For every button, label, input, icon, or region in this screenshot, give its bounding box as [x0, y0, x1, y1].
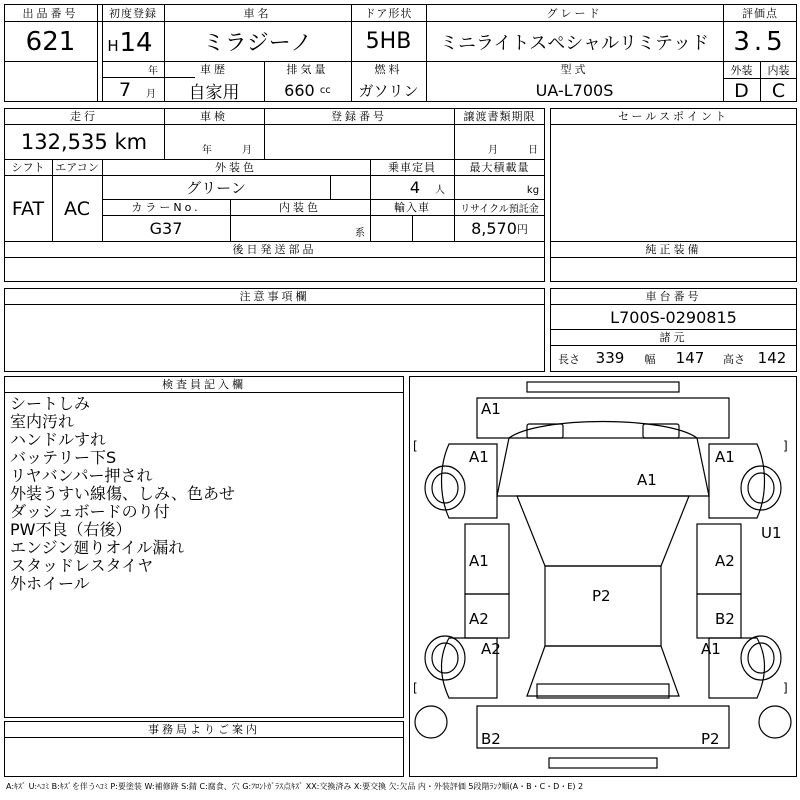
damage-mark-rear-left-door: A2 [469, 610, 489, 628]
import-label: 輸入車 [394, 201, 430, 214]
displacement-unit: cc [319, 84, 331, 96]
capacity-label: 乗車定員 [388, 161, 436, 174]
displacement: 660 [284, 80, 315, 100]
damage-mark-front-left-fender: A1 [469, 448, 489, 466]
bracket-close-right-rear: ] [783, 681, 788, 695]
damage-mark-right-side: U1 [761, 524, 782, 542]
fuel-label: 燃料 [374, 63, 403, 76]
fuel: ガソリン [358, 81, 419, 100]
notes-label: 注意事項欄 [239, 290, 310, 303]
bracket-close-right: ] [783, 439, 788, 453]
max-load-label: 最大積載量 [469, 161, 530, 174]
width-label: 幅 [644, 353, 656, 366]
mileage: 132,535 [20, 130, 108, 154]
rear-edge [549, 758, 657, 768]
length: 339 [595, 349, 625, 367]
interior-color-unit: 系 [355, 227, 365, 239]
capacity-unit: 人 [435, 184, 445, 196]
inspector-note: 外ホイール [10, 574, 90, 593]
office-notice-label: 事務局よりご案内 [148, 723, 260, 736]
registration-month: 7 [118, 79, 132, 101]
transfer-deadline-label: 譲渡書類期限 [463, 110, 536, 123]
door-type: 5HB [365, 29, 412, 54]
door-type-label: ドア形状 [364, 6, 413, 20]
year-unit: 年 [148, 66, 158, 77]
color-number: G37 [149, 219, 183, 238]
overall-score: 3.5 [733, 26, 787, 57]
exterior-color-label: 外装色 [215, 161, 257, 174]
grade-label: グレード [546, 6, 603, 20]
recycle-deposit-label: リサイクル預託金 [460, 203, 539, 215]
hood [497, 422, 709, 497]
damage-mark-rear-left-fender: A2 [481, 640, 501, 658]
interior-score: C [771, 79, 786, 102]
displacement-label: 排気量 [286, 63, 329, 76]
color-number-label: カラーNo. [131, 201, 201, 214]
inspector-note: PW不良（右後） [10, 520, 132, 539]
lot-number-label: 出品番号 [22, 6, 79, 20]
registration-year: 14 [119, 28, 153, 58]
legend: A:ｷｽﾞ U:ﾍｺﾐ B:ｷｽﾞを伴うﾍｺﾐ P:要塗装 W:補修跡 S:錆 C:腐食、穴 G:ﾌﾛﾝﾄｶﾞﾗｽ点ｷｽﾞ XX:交換済み X:要交換 欠:欠品 内・外装評価 5段階ﾗﾝｸ順(A・B・C・D・E) 2 [6, 782, 584, 791]
inspector-note: リヤバンパー押され [10, 466, 153, 485]
inspector-note: ダッシュボードのり付 [10, 502, 170, 521]
height: 142 [757, 349, 787, 367]
spare-tire-right [759, 706, 791, 738]
height-label: 高さ [723, 353, 745, 366]
windshield [517, 496, 689, 566]
damage-mark-rear-right-fender: A1 [701, 640, 721, 658]
inspector-note: シートしみ [10, 394, 91, 413]
roof [545, 566, 661, 646]
damage-mark-rear-bumper-left: B2 [481, 730, 501, 748]
damage-mark-rear-bumper-right: P2 [701, 730, 720, 748]
damage-mark-hood: A1 [637, 471, 657, 489]
car-name-label: 車名 [243, 6, 272, 20]
damage-mark-roof: P2 [592, 587, 611, 605]
chassis-number-label: 車台番号 [645, 290, 702, 303]
ac-label: エアコン [55, 161, 99, 174]
spare-tire [415, 706, 447, 738]
inspector-notes-list [10, 395, 400, 593]
max-load-unit: kg [526, 184, 540, 196]
first-registration-label: 初度登録 [109, 6, 157, 20]
damage-mark-front-right-fender: A1 [715, 448, 735, 466]
history-label: 車歴 [200, 63, 228, 76]
bracket-open-left-rear: [ [413, 681, 418, 695]
car-name: ミラジーノ [202, 31, 313, 56]
era: H [107, 37, 119, 55]
specs-label: 諸元 [659, 331, 688, 344]
bracket-open-left: [ [413, 439, 418, 453]
rear-bumper [477, 706, 729, 748]
mileage-cell [4, 125, 164, 159]
shift-label: シフト [11, 161, 45, 174]
inspector-label: 検査員記入欄 [162, 378, 246, 391]
lot-number: 621 [25, 26, 76, 57]
damage-mark-front-right-door: A2 [715, 552, 735, 570]
damage-mark-front-bumper: A1 [481, 400, 501, 418]
grade: ミニライトスペシャルリミテッド [440, 32, 709, 54]
recycle-deposit-cell [454, 216, 545, 241]
inspection-month-unit: 月 [242, 144, 252, 156]
registration-number-label: 登録番号 [331, 110, 387, 123]
later-parts-label: 後日発送部品 [232, 243, 317, 256]
rear-window [527, 646, 679, 696]
model-label: 型式 [560, 63, 589, 76]
mileage-unit: km [114, 130, 148, 154]
length-label: 長さ [558, 353, 580, 366]
car-diagram [409, 376, 797, 777]
exterior-score: D [734, 79, 749, 102]
inspector-note: 外装うすい線傷、しみ、色あせ [10, 484, 235, 503]
exterior-score-label: 外装 [730, 63, 753, 77]
shift: FAT [11, 197, 45, 220]
inspector-note: バッテリー下S [10, 448, 117, 467]
displacement-cell [264, 78, 351, 102]
score-label: 評価点 [742, 6, 778, 20]
damage-mark-front-left-door: A1 [469, 552, 489, 570]
exterior-color: グリーン [186, 179, 246, 197]
front-bumper [477, 398, 729, 438]
interior-score-label: 内装 [767, 63, 790, 77]
model-code: UA-L700S [535, 80, 614, 100]
inspector-note: ハンドルすれ [10, 430, 107, 449]
inspector-note: 室内汚れ [10, 412, 75, 431]
inspector-note: エンジン廻りオイル漏れ [10, 538, 185, 557]
recycle-unit: 円 [516, 222, 528, 236]
history: 自家用 [188, 82, 240, 103]
sales-point-label: セールスポイント [617, 110, 729, 123]
genuine-equipment-label: 純正装備 [645, 243, 702, 256]
width: 147 [675, 349, 705, 367]
inspection-year-unit: 年 [202, 144, 212, 156]
transfer-day-unit: 日 [528, 144, 538, 156]
inspection-label: 車検 [200, 110, 228, 123]
damage-mark-rear-right-door: B2 [715, 610, 735, 628]
inspector-note: スタッドレスタイヤ [10, 556, 154, 575]
recycle-deposit: 8,570 [471, 219, 517, 238]
capacity: 4 [409, 178, 421, 197]
interior-color-label: 内装色 [279, 201, 321, 214]
mileage-label: 走行 [70, 110, 98, 123]
transfer-month-unit: 月 [488, 144, 498, 156]
front-edge [527, 382, 679, 392]
chassis-number: L700S-0290815 [610, 307, 737, 327]
ac: AC [64, 197, 90, 220]
month-unit: 月 [146, 88, 156, 100]
